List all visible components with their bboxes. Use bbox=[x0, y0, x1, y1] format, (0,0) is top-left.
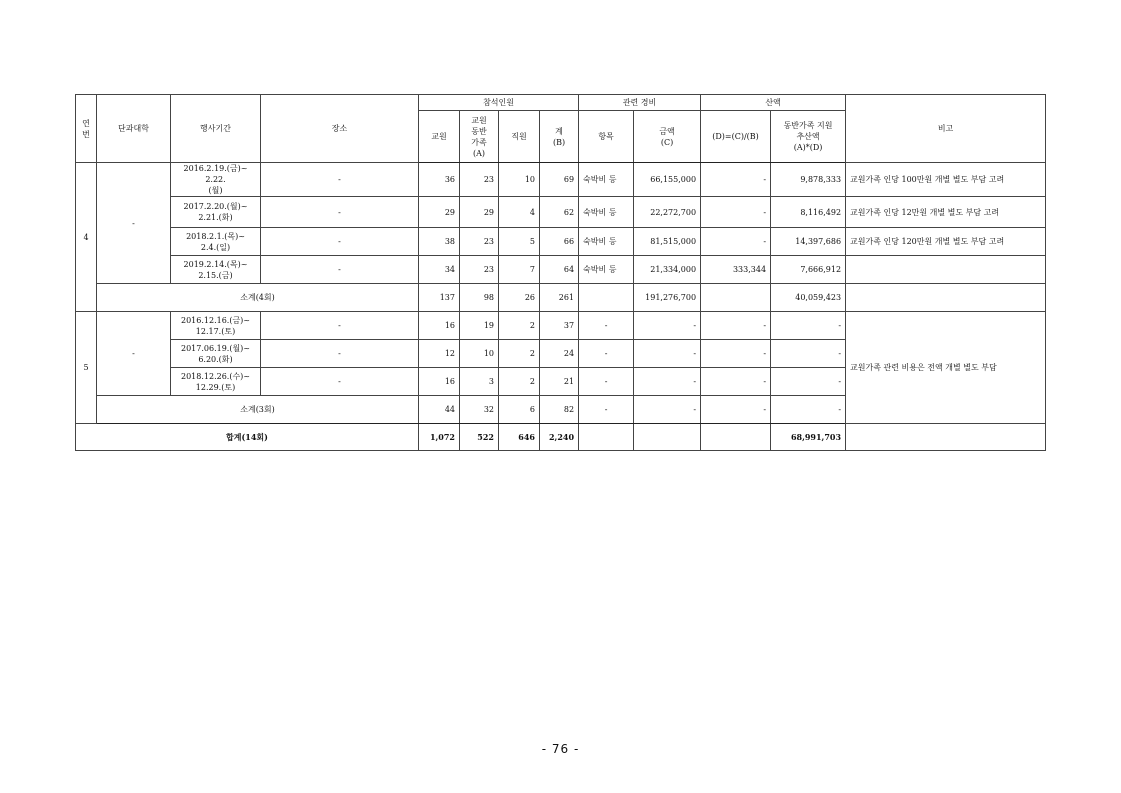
period-cell: 2019.2.14.(목)~ 2.15.(금) bbox=[171, 256, 261, 284]
place-cell: - bbox=[261, 368, 419, 396]
item-cell: - bbox=[579, 396, 634, 424]
support-cell: - bbox=[771, 368, 846, 396]
period-cell: 2016.12.16.(금)~ 12.17.(토) bbox=[171, 312, 261, 340]
d-cell: - bbox=[701, 228, 771, 256]
staff-cell: 4 bbox=[499, 197, 540, 228]
header-staff: 직원 bbox=[499, 111, 540, 163]
place-cell: - bbox=[261, 312, 419, 340]
staff-cell: 6 bbox=[499, 396, 540, 424]
header-amount: 금액 (C) bbox=[634, 111, 701, 163]
amount-cell: 66,155,000 bbox=[634, 163, 701, 197]
staff-cell: 7 bbox=[499, 256, 540, 284]
table-row bbox=[76, 312, 1046, 340]
d-cell: - bbox=[701, 368, 771, 396]
item-cell: 숙박비 등 bbox=[579, 197, 634, 228]
amount-cell bbox=[634, 424, 701, 451]
amount-cell: - bbox=[634, 368, 701, 396]
support-cell: 14,397,686 bbox=[771, 228, 846, 256]
staff-cell: 2 bbox=[499, 312, 540, 340]
header-faculty: 교원 bbox=[419, 111, 460, 163]
subtotal-label: 소계(3회) bbox=[97, 396, 419, 424]
subtotal-row bbox=[76, 284, 1046, 312]
header-total-b: 계 (B) bbox=[540, 111, 579, 163]
d-cell: - bbox=[701, 396, 771, 424]
place-cell: - bbox=[261, 256, 419, 284]
header-attendees: 참석인원 bbox=[419, 95, 579, 111]
grand-total-row bbox=[76, 424, 1046, 451]
total-cell: 66 bbox=[540, 228, 579, 256]
total-cell: 21 bbox=[540, 368, 579, 396]
staff-cell: 10 bbox=[499, 163, 540, 197]
place-cell: - bbox=[261, 197, 419, 228]
support-cell: - bbox=[771, 312, 846, 340]
amount-cell: 191,276,700 bbox=[634, 284, 701, 312]
support-cell: 7,666,912 bbox=[771, 256, 846, 284]
item-cell: - bbox=[579, 312, 634, 340]
total-cell: 64 bbox=[540, 256, 579, 284]
header-calc: 산액 bbox=[701, 95, 846, 111]
faculty-cell: 16 bbox=[419, 368, 460, 396]
support-cell: - bbox=[771, 396, 846, 424]
total-cell: 69 bbox=[540, 163, 579, 197]
item-cell: 숙박비 등 bbox=[579, 163, 634, 197]
total-cell: 37 bbox=[540, 312, 579, 340]
remark-cell bbox=[846, 424, 1046, 451]
faculty-cell: 29 bbox=[419, 197, 460, 228]
table-row bbox=[76, 256, 1046, 284]
d-cell: - bbox=[701, 163, 771, 197]
period-cell: 2017.06.19.(월)~ 6.20.(화) bbox=[171, 340, 261, 368]
remark-cell: 교원가족 인당 100만원 개별 별도 부담 고려 bbox=[846, 163, 1046, 197]
faculty-cell: 34 bbox=[419, 256, 460, 284]
family-cell: 3 bbox=[460, 368, 499, 396]
d-cell: 333,344 bbox=[701, 256, 771, 284]
d-cell: - bbox=[701, 340, 771, 368]
item-cell: - bbox=[579, 340, 634, 368]
family-cell: 23 bbox=[460, 228, 499, 256]
support-cell: 8,116,492 bbox=[771, 197, 846, 228]
faculty-cell: 16 bbox=[419, 312, 460, 340]
header-remarks: 비고 bbox=[846, 95, 1046, 163]
faculty-cell: 38 bbox=[419, 228, 460, 256]
family-cell: 23 bbox=[460, 163, 499, 197]
d-cell: - bbox=[701, 197, 771, 228]
faculty-cell: 36 bbox=[419, 163, 460, 197]
college-cell: - bbox=[97, 163, 171, 284]
d-cell bbox=[701, 424, 771, 451]
staff-cell: 646 bbox=[499, 424, 540, 451]
place-cell: - bbox=[261, 340, 419, 368]
amount-cell: - bbox=[634, 396, 701, 424]
header-place: 장소 bbox=[261, 95, 419, 163]
item-cell bbox=[579, 284, 634, 312]
header-period: 행사기간 bbox=[171, 95, 261, 163]
item-cell: 숙박비 등 bbox=[579, 256, 634, 284]
staff-cell: 2 bbox=[499, 368, 540, 396]
total-cell: 62 bbox=[540, 197, 579, 228]
total-cell: 24 bbox=[540, 340, 579, 368]
support-cell: 40,059,423 bbox=[771, 284, 846, 312]
faculty-cell: 12 bbox=[419, 340, 460, 368]
remark-cell: 교원가족 인당 12만원 개별 별도 부담 고려 bbox=[846, 197, 1046, 228]
family-cell: 10 bbox=[460, 340, 499, 368]
item-cell: 숙박비 등 bbox=[579, 228, 634, 256]
header-expenses: 관련 경비 bbox=[579, 95, 701, 111]
faculty-cell: 44 bbox=[419, 396, 460, 424]
faculty-cell: 1,072 bbox=[419, 424, 460, 451]
period-cell: 2017.2.20.(월)~ 2.21.(화) bbox=[171, 197, 261, 228]
support-cell: 9,878,333 bbox=[771, 163, 846, 197]
staff-cell: 26 bbox=[499, 284, 540, 312]
subtotal-label: 소계(4회) bbox=[97, 284, 419, 312]
total-cell: 261 bbox=[540, 284, 579, 312]
staff-cell: 2 bbox=[499, 340, 540, 368]
amount-cell: 81,515,000 bbox=[634, 228, 701, 256]
remark-cell bbox=[846, 284, 1046, 312]
amount-cell: - bbox=[634, 312, 701, 340]
item-cell bbox=[579, 424, 634, 451]
d-cell bbox=[701, 284, 771, 312]
page-number: - 76 - bbox=[541, 742, 580, 756]
total-cell: 82 bbox=[540, 396, 579, 424]
group-number: 4 bbox=[76, 163, 97, 312]
family-cell: 29 bbox=[460, 197, 499, 228]
faculty-cell: 137 bbox=[419, 284, 460, 312]
group-number: 5 bbox=[76, 312, 97, 424]
family-cell: 32 bbox=[460, 396, 499, 424]
header-year: 연 번 bbox=[76, 95, 97, 163]
family-cell: 98 bbox=[460, 284, 499, 312]
family-cell: 19 bbox=[460, 312, 499, 340]
remark-cell bbox=[846, 256, 1046, 284]
place-cell: - bbox=[261, 163, 419, 197]
header-support: 동반가족 지원 추산액 (A)*(D) bbox=[771, 111, 846, 163]
header-family: 교원 동반 가족 (A) bbox=[460, 111, 499, 163]
period-cell: 2016.2.19.(금)~ 2.22. (월) bbox=[171, 163, 261, 197]
place-cell: - bbox=[261, 228, 419, 256]
expense-table bbox=[75, 94, 1046, 451]
support-cell: 68,991,703 bbox=[771, 424, 846, 451]
item-cell: - bbox=[579, 368, 634, 396]
staff-cell: 5 bbox=[499, 228, 540, 256]
college-cell: - bbox=[97, 312, 171, 396]
header-item: 항목 bbox=[579, 111, 634, 163]
support-cell: - bbox=[771, 340, 846, 368]
remark-cell: 교원가족 인당 120만원 개별 별도 부담 고려 bbox=[846, 228, 1046, 256]
table-row bbox=[76, 197, 1046, 228]
family-cell: 23 bbox=[460, 256, 499, 284]
period-cell: 2018.12.26.(수)~ 12.29.(토) bbox=[171, 368, 261, 396]
remark-cell: 교원가족 관련 비용은 전액 개별 별도 부담 bbox=[846, 312, 1046, 424]
header-d-formula: (D)=(C)/(B) bbox=[701, 111, 771, 163]
total-cell: 2,240 bbox=[540, 424, 579, 451]
family-cell: 522 bbox=[460, 424, 499, 451]
amount-cell: 22,272,700 bbox=[634, 197, 701, 228]
table-row bbox=[76, 163, 1046, 197]
amount-cell: 21,334,000 bbox=[634, 256, 701, 284]
header-college: 단과대학 bbox=[97, 95, 171, 163]
d-cell: - bbox=[701, 312, 771, 340]
period-cell: 2018.2.1.(목)~ 2.4.(일) bbox=[171, 228, 261, 256]
table-row bbox=[76, 228, 1046, 256]
amount-cell: - bbox=[634, 340, 701, 368]
grand-total-label: 합계(14회) bbox=[76, 424, 419, 451]
